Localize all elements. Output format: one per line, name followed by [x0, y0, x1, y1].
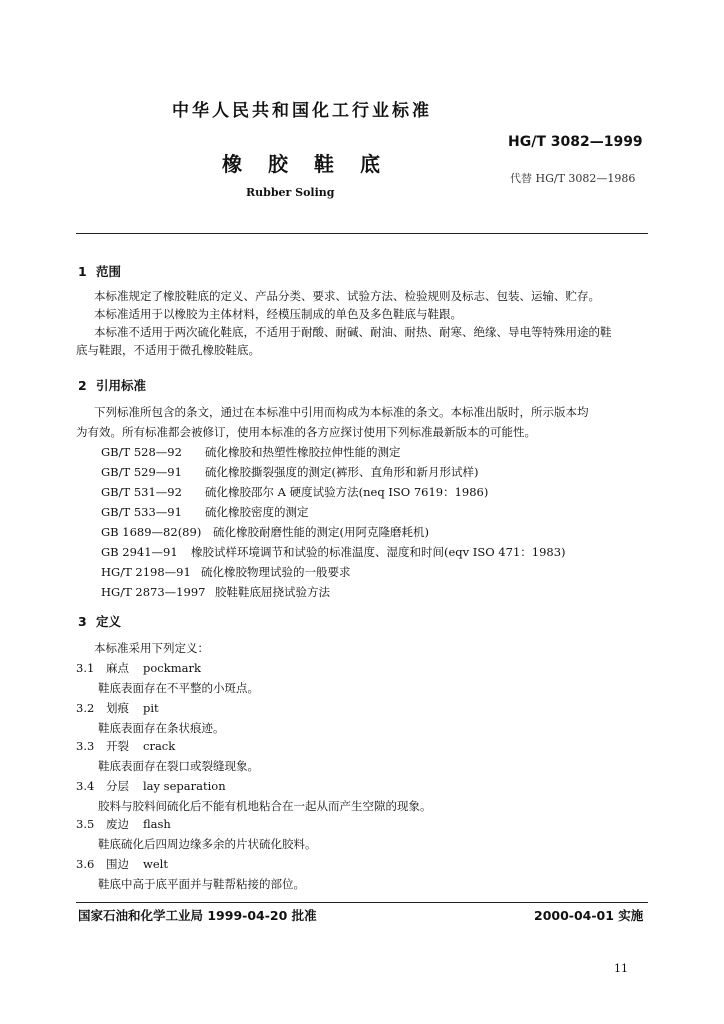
reference-item — [101, 584, 330, 600]
section-title: 范围 — [96, 264, 122, 279]
reference-item — [101, 484, 488, 500]
definition-text: 胶料与胶料间硫化后不能有机地粘合在一起从而产生空隙的现象。 — [98, 799, 432, 813]
definition-term-en: lay separation — [143, 779, 226, 793]
paragraph: 为有效。所有标准都会被修订，使用本标准的各方应探讨使用下列标准最新版本的可能性。 — [76, 425, 536, 439]
section-1-heading — [78, 262, 121, 280]
footer-divider — [76, 902, 648, 903]
reference-code: GB/T 533—91 — [101, 505, 182, 519]
definition-text: 鞋底表面存在裂口或裂缝现象。 — [98, 759, 259, 773]
document-title: 橡胶鞋底 — [222, 152, 406, 176]
definition-heading — [76, 816, 171, 832]
definition-number: 3.2 — [76, 701, 95, 715]
header-divider — [76, 233, 648, 234]
reference-code: GB/T 528—92 — [101, 445, 182, 459]
definition-term-en: pit — [143, 701, 159, 715]
approval-info: 国家石油和化学工业局 1999-04-20 批准 — [78, 908, 317, 923]
definition-heading — [76, 738, 175, 754]
definition-text: 鞋底表面存在条状痕迹。 — [98, 721, 225, 735]
reference-title: 硫化橡胶物理试验的一般要求 — [201, 565, 351, 579]
definition-term-zh: 分层 — [106, 779, 129, 793]
section-number: 1 — [78, 264, 87, 279]
paragraph: 本标准采用下列定义： — [94, 641, 209, 655]
standard-code: HG/T 3082—1999 — [508, 134, 643, 150]
reference-item — [101, 544, 566, 560]
section-3-heading — [78, 612, 121, 630]
reference-item — [101, 504, 309, 520]
reference-title: 硫化橡胶邵尔 A 硬度试验方法(neq ISO 7619：1986) — [205, 485, 489, 499]
reference-title: 胶鞋鞋底屈挠试验方法 — [215, 585, 330, 599]
section-number: 2 — [78, 378, 87, 393]
definition-term-zh: 开裂 — [106, 739, 129, 753]
english-title: Rubber Soling — [246, 186, 335, 199]
reference-title: 橡胶试样环境调节和试验的标准温度、湿度和时间(eqv ISO 471：1983) — [191, 545, 566, 559]
reference-title: 硫化橡胶耐磨性能的测定(用阿克隆磨耗机) — [213, 525, 429, 539]
reference-code: GB/T 531—92 — [101, 485, 182, 499]
section-title: 定义 — [96, 614, 122, 629]
definition-number: 3.5 — [76, 817, 95, 831]
reference-title: 硫化橡胶撕裂强度的测定(裤形、直角形和新月形试样) — [205, 465, 479, 479]
definition-heading — [76, 778, 226, 794]
paragraph: 本标准适用于以橡胶为主体材料，经模压制成的单色及多色鞋底与鞋跟。 — [94, 307, 462, 321]
definition-text: 鞋底硫化后四周边缘多余的片状硫化胶料。 — [98, 837, 317, 851]
section-title: 引用标准 — [96, 378, 147, 393]
definition-term-en: crack — [143, 739, 176, 753]
section-2-heading — [78, 376, 146, 394]
definition-term-zh: 围边 — [106, 857, 129, 871]
definition-text: 鞋底表面存在不平整的小斑点。 — [98, 681, 259, 695]
paragraph: 本标准规定了橡胶鞋底的定义、产品分类、要求、试验方法、检验规则及标志、包装、运输、贮存。 — [94, 289, 600, 303]
definition-text: 鞋底中高于底平面并与鞋帮粘接的部位。 — [98, 877, 305, 891]
definition-number: 3.4 — [76, 779, 95, 793]
replaces-note: 代替 HG/T 3082—1986 — [510, 172, 636, 185]
definition-term-en: pockmark — [143, 661, 201, 675]
definition-number: 3.6 — [76, 857, 95, 871]
reference-title: 硫化橡胶密度的测定 — [205, 505, 309, 519]
reference-title: 硫化橡胶和热塑性橡胶拉伸性能的测定 — [205, 445, 401, 459]
reference-code: GB 2941—91 — [101, 545, 178, 559]
definition-heading — [76, 856, 168, 872]
definition-number: 3.3 — [76, 739, 95, 753]
reference-code: GB 1689—82(89) — [101, 525, 202, 539]
definition-term-zh: 划痕 — [106, 701, 129, 715]
standard-category: 中华人民共和国化工行业标准 — [172, 101, 432, 121]
reference-code: HG/T 2198—91 — [101, 565, 191, 579]
reference-code: GB/T 529—91 — [101, 465, 182, 479]
reference-item — [101, 564, 351, 580]
definition-term-zh: 废边 — [106, 817, 129, 831]
effective-date: 2000-04-01 实施 — [534, 908, 644, 923]
definition-heading — [76, 700, 159, 716]
paragraph: 底与鞋跟，不适用于微孔橡胶鞋底。 — [76, 343, 260, 357]
page-number: 11 — [614, 962, 628, 975]
paragraph: 本标准不适用于两次硫化鞋底，不适用于耐酸、耐碱、耐油、耐热、耐寒、绝缘、导电等特殊用途的鞋 — [94, 325, 612, 339]
definition-term-en: welt — [143, 857, 168, 871]
definition-term-en: flash — [143, 817, 171, 831]
paragraph: 下列标准所包含的条文，通过在本标准中引用而构成为本标准的条文。本标准出版时，所示版本均 — [94, 405, 589, 419]
reference-code: HG/T 2873—1997 — [101, 585, 206, 599]
reference-item — [101, 464, 478, 480]
definition-number: 3.1 — [76, 661, 95, 675]
reference-item — [101, 444, 401, 460]
reference-item — [101, 524, 429, 540]
section-number: 3 — [78, 614, 87, 629]
definition-term-zh: 麻点 — [106, 661, 129, 675]
definition-heading — [76, 660, 201, 676]
